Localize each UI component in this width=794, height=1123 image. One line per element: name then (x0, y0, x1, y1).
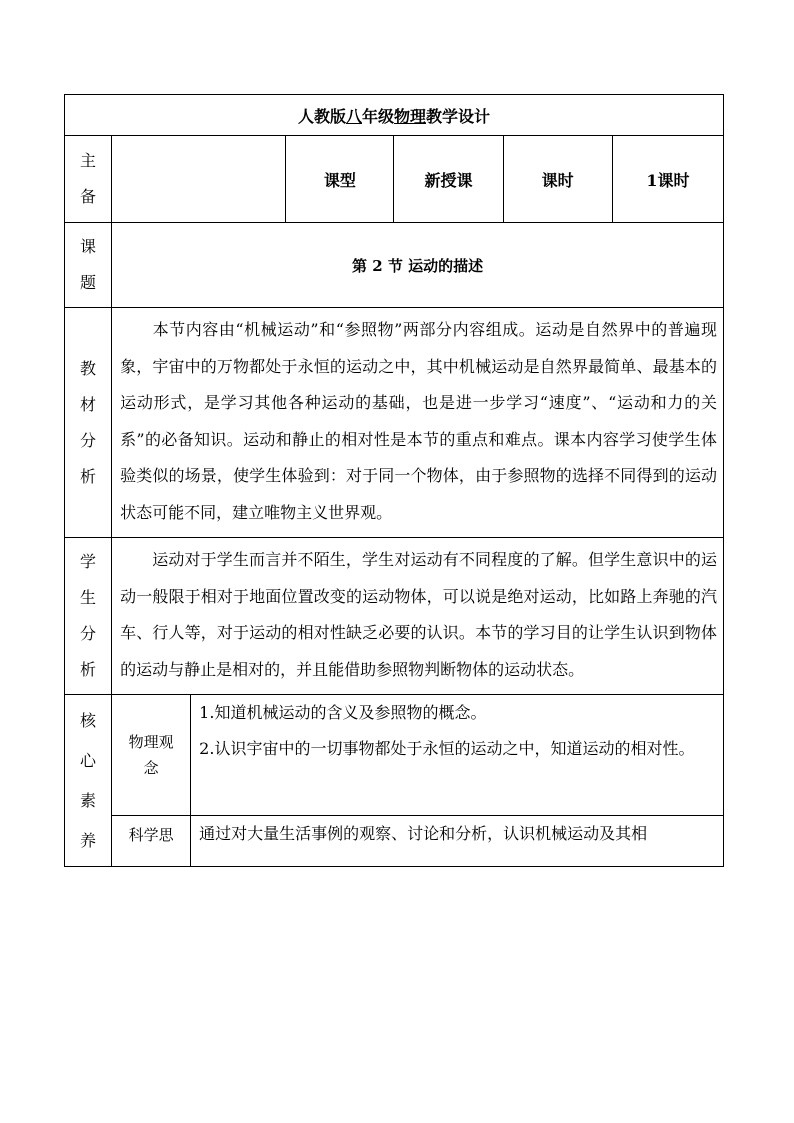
label-char: 材 (80, 394, 97, 414)
label-char: 心 (80, 750, 97, 770)
lesson-type-value: 新授课 (394, 136, 503, 223)
label-char: 分 (80, 624, 97, 643)
row-label-core-literacy (65, 695, 112, 867)
label-char: 养 (80, 830, 97, 850)
student-analysis-text: 运动对于学生而言并不陌生，学生对运动有不同程度的了解。但学生意识中的运动一般限于相对于地面位置改变的运动物体，可以说是绝对运动，比如路上奔驰的汽车、行人等，对于运动的相对性缺乏必要的认识。本节的学习目的让学生认识到物体的运动与静止是相对的，并且能借助参照物判断物体的运动状态。 (120, 550, 717, 679)
label-char: 素 (80, 790, 97, 810)
class-hours-value: 1课时 (612, 136, 723, 223)
class-hours-label: 课时 (503, 136, 612, 223)
label-char: 分 (80, 430, 97, 450)
main-preparer-value (112, 136, 286, 223)
row-label-student-analysis (65, 538, 112, 695)
physics-concept-item-2: 2.认识宇宙中的一切事物都处于永恒的运动之中，知道运动的相对性。 (199, 739, 695, 758)
scientific-thinking-label: 科学思 (112, 816, 191, 867)
scientific-thinking-text: 通过对大量生活事例的观察、讨论和分析，认识机械运动及其相 (191, 816, 724, 867)
title-part-3: 年级 (361, 106, 394, 126)
title-part-1: 人教版 (297, 106, 346, 126)
label-char: 核 (80, 710, 97, 730)
row-label-topic (65, 223, 112, 308)
label-char: 题 (80, 273, 97, 292)
label-char: 主 (80, 151, 97, 170)
lesson-design-table (64, 94, 724, 867)
physics-concept-cell (191, 695, 724, 816)
document-title (65, 95, 724, 136)
label-char: 备 (80, 187, 97, 206)
textbook-analysis-cell (112, 308, 724, 538)
title-grade: 八 (345, 106, 362, 126)
lesson-type-label: 课型 (286, 136, 394, 223)
textbook-analysis-text: 本节内容由“机械运动”和“参照物”两部分内容组成。运动是自然界中的普遍现象，宇宙中的万物都处于永恒的运动之中，其中机械运动是自然界最简单、最基本的运动形式，是学习其他各种运动的基础，也是进一步学习“速度”、“运动和力的关系”的必备知识。运动和静止的相对性是本节的重点和难点。课本内容学习使学生体验类似的场景，使学生体验到：对于同一个物体，由于参照物的选择不同得到的运动状态可能不同，建立唯物主义世界观。 (120, 320, 717, 522)
physics-concept-item-1: 1.知道机械运动的含义及参照物的概念。 (199, 703, 487, 722)
label-char: 析 (80, 660, 97, 679)
label-char: 学 (80, 552, 97, 571)
student-analysis-cell (112, 538, 724, 695)
row-label-textbook-analysis (65, 308, 112, 538)
title-part-5: 教学设计 (426, 106, 491, 126)
label-char: 课 (80, 237, 97, 256)
row-label-main-preparer (65, 136, 112, 223)
label-char: 生 (80, 588, 97, 607)
title-subject: 物理 (394, 106, 427, 126)
lesson-topic: 第 2 节 运动的描述 (112, 223, 724, 308)
label-char: 教 (80, 358, 97, 378)
physics-concept-label: 物理观念 (112, 695, 191, 816)
label-char: 析 (80, 466, 97, 486)
